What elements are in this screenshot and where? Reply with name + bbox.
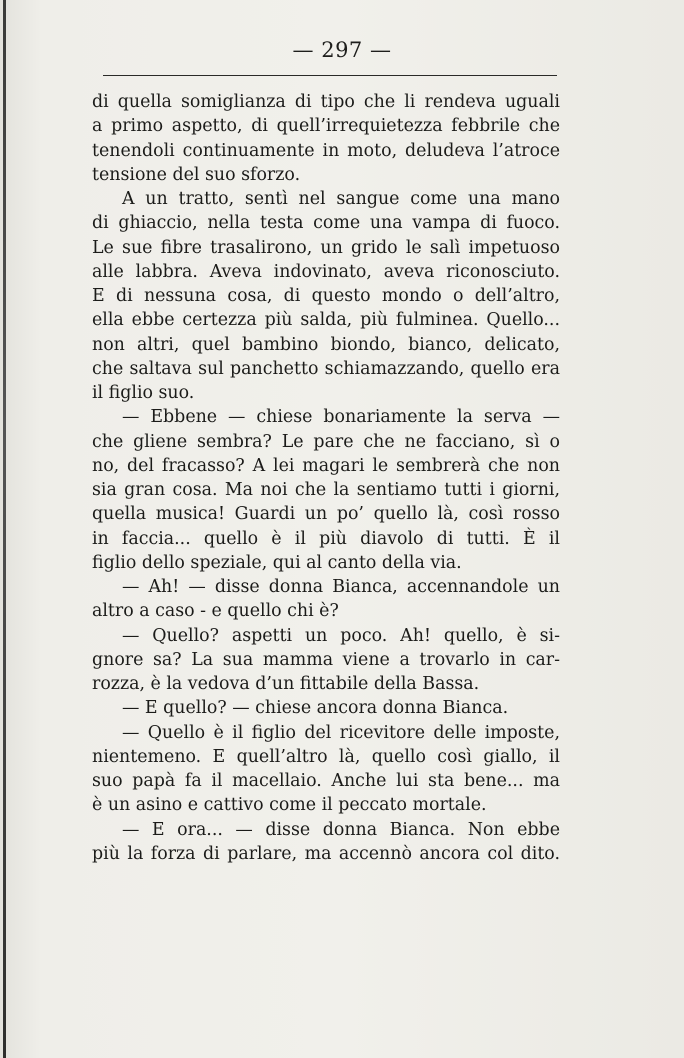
text-line: suo papà fa il macellaio. Anche lui sta bene... ma [92,771,560,791]
text-line: gnore sa? La sua mamma viene a trovarlo in car- [92,649,560,670]
text-line: alle labbra. Aveva indovinato, aveva riconosciuto. [92,261,560,282]
text-line: a primo aspetto, di quell’irrequietezza febbrile che [92,116,560,137]
text-line: no, del fracasso? A lei magari le sembrerà che non [92,455,560,476]
header-rule [103,75,557,76]
text-line: — Quello? aspetti un poco. Ah! quello, è si- [122,625,560,646]
text-line: tenendoli continuamente in moto, deludeva l’atroce [92,140,560,161]
text-line: il figlio suo. [92,383,195,403]
page-number: — 297 — [292,38,392,62]
text-line: altro a caso - e quello chi è? [92,601,339,622]
text-line: di ghiaccio, nella testa come una vampa di fuoco. [92,213,560,234]
text-line: rozza, è la vedova d’un fittabile della Bassa. [92,674,480,694]
text-line: è un asino e cattivo come il peccato mortale. [92,795,487,816]
text-line: ella ebbe certezza più salda, più fulminea. Quello... [92,310,560,331]
text-line: — Ebbene — chiese bonariamente la serva — [122,407,560,428]
text-line: di quella somiglianza di tipo che li rendeva uguali [92,92,560,112]
text-line: figlio dello speziale, qui al canto della via. [92,552,462,573]
text-line: nientemeno. E quell’altro là, quello così giallo, il [92,746,560,767]
text-line: A un tratto, sentì nel sangue come una mano [122,189,560,209]
text-line: tensione del suo sforzo. [92,164,301,185]
text-line: che saltava sul panchetto schiamazzando, quello era [92,358,560,379]
text-line: non altri, quel bambino biondo, bianco, delicato, [92,334,560,355]
text-line: sia gran cosa. Ma noi che la sentiamo tutti i giorni, [92,480,560,500]
text-line: più la forza di parlare, ma accennò ancora col dito. [92,843,560,864]
text-line: E di nessuna cosa, di questo mondo o dell’altro, [92,286,560,306]
text-line: — E quello? — chiese ancora donna Bianca. [122,698,509,719]
text-line: in faccia... quello è il più diavolo di tutti. È il [92,528,560,549]
text-line: che gliene sembra? Le pare che ne facciano, sì o [92,431,560,452]
text-line: — Ah! — disse donna Bianca, accennandole un [122,577,560,597]
text-line: quella musica! Guardi un po’ quello là, così rosso [92,504,560,525]
text-line: — Quello è il figlio del ricevitore delle imposte, [122,722,560,743]
page-binding-edge [3,0,6,1058]
text-line: — E ora... — disse donna Bianca. Non ebbe [122,819,560,840]
text-line: Le sue fibre trasalirono, un grido le salì impetuoso [92,237,560,258]
body-text [92,90,560,866]
